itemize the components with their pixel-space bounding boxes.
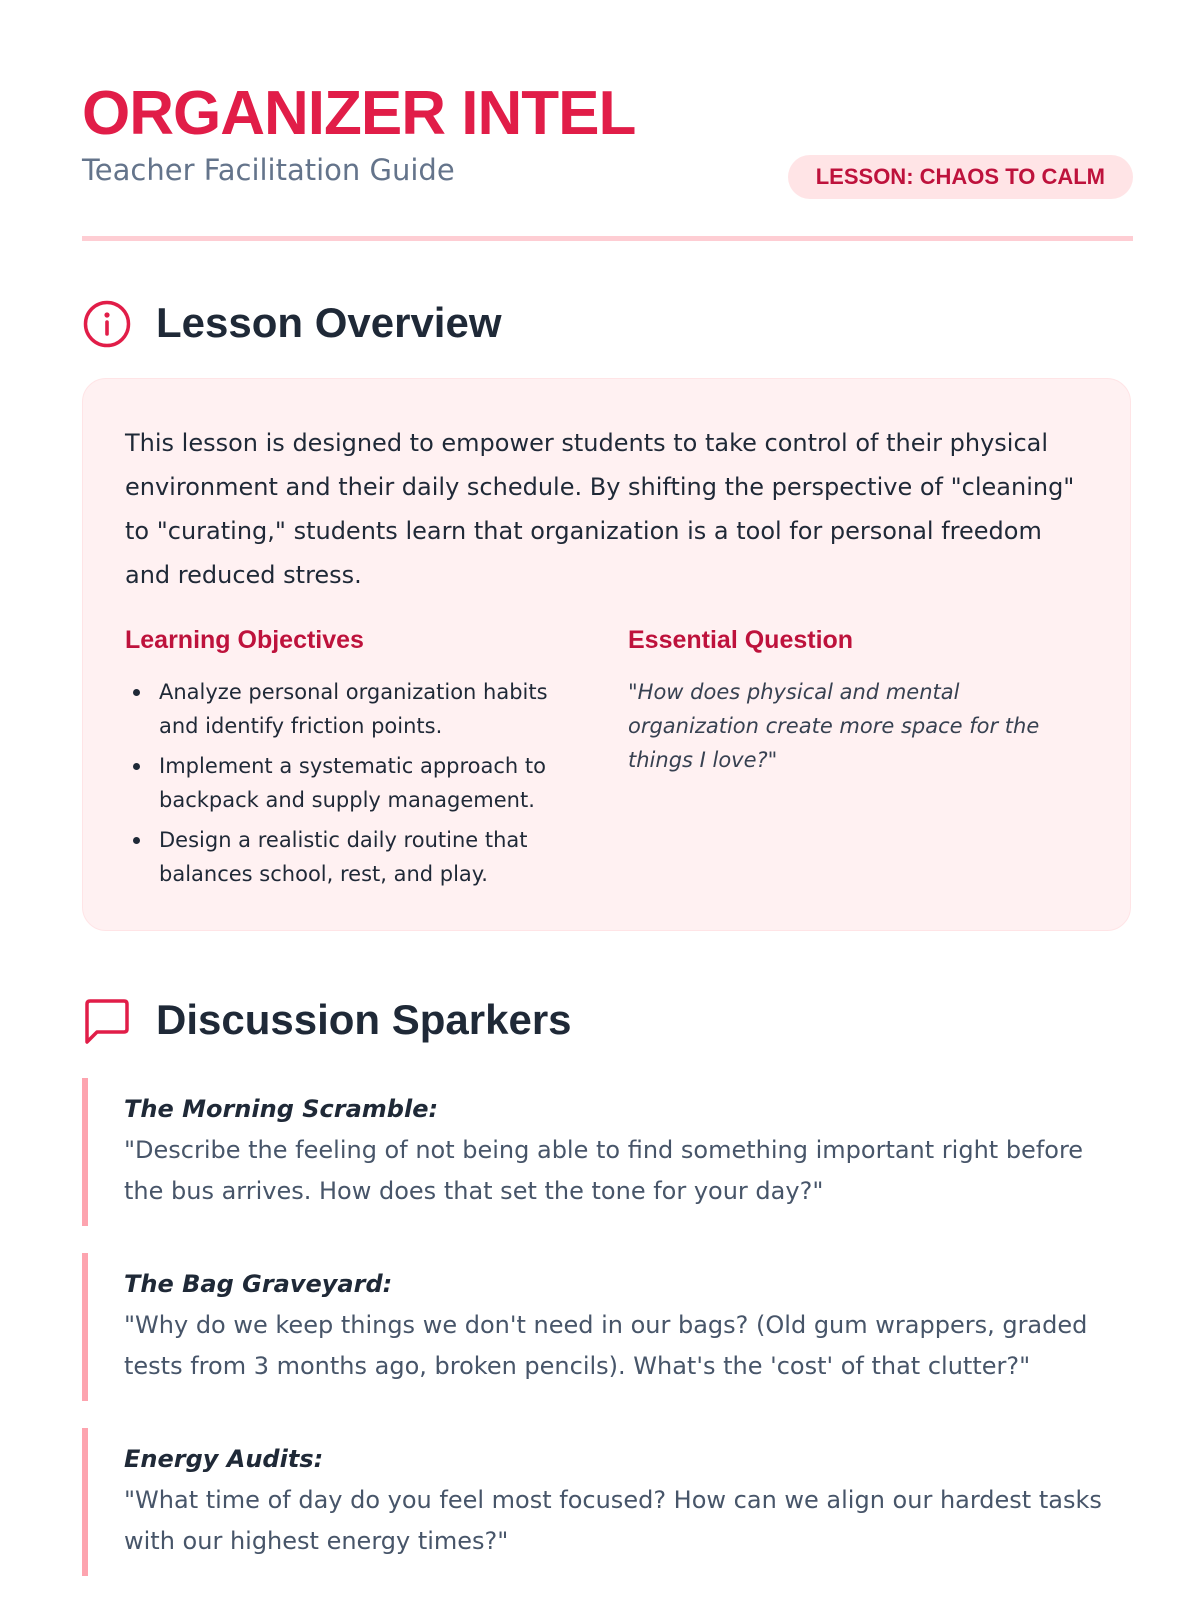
discussion-section-heading xyxy=(82,992,1133,1048)
page-subtitle: Teacher Facilitation Guide xyxy=(82,153,455,187)
info-circle-icon xyxy=(82,299,132,349)
objectives-title: Learning Objectives xyxy=(125,626,364,654)
essential-question: "How does physical and mental organization create more space for the things I love?" xyxy=(628,680,1040,772)
discussion-heading: Discussion Sparkers xyxy=(156,996,572,1043)
overview-heading: Lesson Overview xyxy=(156,299,502,346)
overview-card xyxy=(82,378,1131,931)
page-title: ORGANIZER INTEL xyxy=(82,79,636,148)
discussion-item-text: "Why do we keep things we don't need in our bags? (Old gum wrappers, graded tests from 3 months ago, broken pencils). What's the 'cost' of that clutter?" xyxy=(124,1311,1088,1380)
discussion-item-text: "Describe the feeling of not being able to find something important right before the bus arrives. How does that set the tone for your day?" xyxy=(124,1136,1084,1205)
speech-bubble-icon xyxy=(82,996,132,1046)
discussion-item xyxy=(82,1253,1133,1401)
lesson-badge: LESSON: CHAOS TO CALM xyxy=(788,155,1133,199)
overview-text: This lesson is designed to empower students to take control of their physical environment and their daily schedule. By shifting the perspective of "cleaning" to "curating," students learn that organization is a tool for personal freedom and reduced stress. xyxy=(125,429,1075,589)
list-item: Implement a systematic approach to backpack and supply management. xyxy=(125,749,585,817)
objectives-list xyxy=(125,675,585,897)
header-divider xyxy=(82,236,1133,241)
discussion-item-text: "What time of day do you feel most focused? How can we align our hardest tasks with our highest energy times?" xyxy=(124,1486,1102,1555)
discussion-item-title: Energy Audits: xyxy=(124,1445,324,1473)
list-item: Analyze personal organization habits and identify friction points. xyxy=(125,675,585,743)
discussion-item xyxy=(82,1078,1133,1226)
list-item: Design a realistic daily routine that balances school, rest, and play. xyxy=(125,823,585,891)
discussion-item xyxy=(82,1428,1133,1576)
essential-question-title: Essential Question xyxy=(628,626,854,654)
overview-section-heading xyxy=(82,295,1133,351)
discussion-item-title: The Morning Scramble: xyxy=(124,1095,439,1123)
discussion-item-title: The Bag Graveyard: xyxy=(124,1270,393,1298)
